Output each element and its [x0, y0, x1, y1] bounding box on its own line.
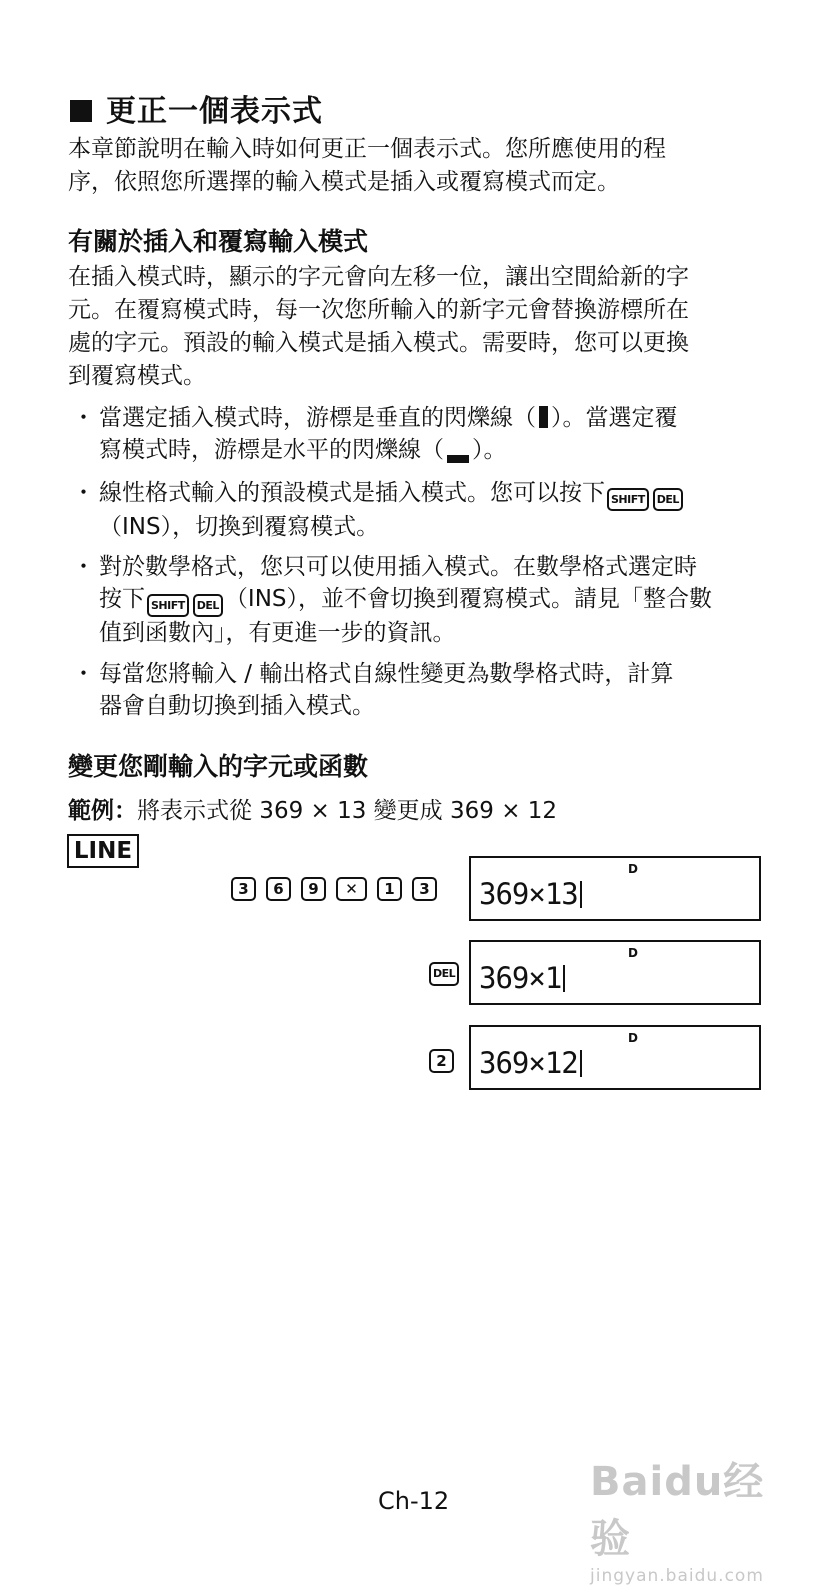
- cursor-icon: [563, 965, 565, 992]
- bullet-text: 器會自動切換到插入模式。: [99, 693, 375, 719]
- shift-key-icon: SHIFT: [607, 488, 649, 511]
- square-bullet-icon: [70, 100, 92, 122]
- display-value: 369×1: [479, 961, 562, 995]
- example-text: 將表示式從 369 × 13 變更成 369 × 12: [137, 798, 558, 824]
- calculator-display: [469, 1025, 761, 1090]
- del-key-icon: DEL: [429, 962, 459, 986]
- key-sequence: [427, 962, 461, 986]
- intro-paragraph: [68, 133, 768, 199]
- watermark-logo: Baidu经验: [590, 1459, 765, 1562]
- key-6-icon: 6: [266, 877, 291, 901]
- calculator-display: [469, 940, 761, 1005]
- bullet-text: 線性格式輸入的預設模式是插入模式。您可以按下: [99, 480, 605, 506]
- key-1-icon: 1: [377, 877, 402, 901]
- bullet-dot: ・: [72, 661, 95, 687]
- bullet-text: 每當您將輸入 / 輸出格式自線性變更為數學格式時，計算: [99, 661, 674, 687]
- key-2-icon: 2: [429, 1049, 454, 1073]
- degree-indicator: D: [628, 862, 638, 876]
- section-heading: [70, 86, 323, 130]
- baidu-watermark: [590, 1450, 780, 1586]
- key-sequence: [427, 1049, 456, 1073]
- del-key-icon: DEL: [193, 594, 223, 617]
- cursor-icon: [580, 1050, 582, 1077]
- paragraph-line: 處的字元。預設的輸入模式是插入模式。需要時，您可以更換: [68, 330, 689, 356]
- bullet-item: [72, 402, 772, 466]
- degree-indicator: D: [628, 946, 638, 960]
- key-3-icon: 3: [412, 877, 437, 901]
- vertical-cursor-icon: [539, 406, 548, 428]
- degree-indicator: D: [628, 1031, 638, 1045]
- key-3-icon: 3: [231, 877, 256, 901]
- intro-line: 序，依照您所選擇的輸入模式是插入或覆寫模式而定。: [68, 169, 620, 195]
- cursor-icon: [580, 881, 582, 908]
- paragraph-line: 在插入模式時，顯示的字元會向左移一位，讓出空間給新的字: [68, 264, 689, 290]
- watermark-url: jingyan.baidu.com: [590, 1566, 764, 1586]
- display-value: 369×13: [479, 877, 578, 911]
- del-key-icon: DEL: [653, 488, 683, 511]
- insert-overwrite-paragraph: [68, 261, 768, 393]
- bullet-item: [72, 477, 772, 543]
- bullet-text: 按下: [99, 586, 145, 612]
- bullet-text: 對於數學格式，您只可以使用插入模式。在數學格式選定時: [99, 554, 697, 580]
- shift-key-icon: SHIFT: [147, 594, 189, 617]
- intro-line: 本章節說明在輸入時如何更正一個表示式。您所應使用的程: [68, 136, 666, 162]
- display-value: 369×12: [479, 1046, 578, 1080]
- bullet-text: ）。: [472, 437, 507, 463]
- example-label: 範例：: [68, 798, 137, 824]
- bullet-item: [72, 551, 772, 649]
- bullet-item: [72, 658, 772, 722]
- example-line: [68, 792, 557, 825]
- bullet-dot: ・: [72, 480, 95, 506]
- bullet-text: 當選定插入模式時，游標是垂直的閃爍線（: [99, 405, 536, 431]
- section-title: 更正一個表示式: [106, 94, 323, 129]
- paragraph-line: 到覆寫模式。: [68, 363, 206, 389]
- key-multiply-icon: ✕: [336, 877, 367, 901]
- page-number: Ch-12: [378, 1487, 450, 1515]
- bullet-text: 值到函數內」，有更進一步的資訊。: [99, 620, 456, 646]
- display-text: [479, 1046, 582, 1080]
- bullet-text: （INS），切換到覆寫模式。: [99, 514, 380, 540]
- bullet-dot: ・: [72, 405, 95, 431]
- calculator-display: [469, 856, 761, 921]
- bullet-text: ）。當選定覆: [551, 405, 678, 431]
- bullet-dot: ・: [72, 554, 95, 580]
- line-mode-badge: LINE: [67, 834, 139, 868]
- bullet-text: （INS），並不會切換到覆寫模式。請見「整合數: [224, 586, 712, 612]
- display-text: [479, 961, 565, 995]
- horizontal-cursor-icon: [447, 455, 469, 463]
- display-text: [479, 877, 582, 911]
- subsection-heading-insert-overwrite: 有關於插入和覆寫輸入模式: [68, 227, 369, 256]
- key-sequence: [229, 877, 439, 901]
- key-9-icon: 9: [301, 877, 326, 901]
- subsection-heading-change-char: 變更您剛輸入的字元或函數: [68, 752, 369, 781]
- bullet-text: 寫模式時，游標是水平的閃爍線（: [99, 437, 444, 463]
- paragraph-line: 元。在覆寫模式時，每一次您所輸入的新字元會替換游標所在: [68, 297, 689, 323]
